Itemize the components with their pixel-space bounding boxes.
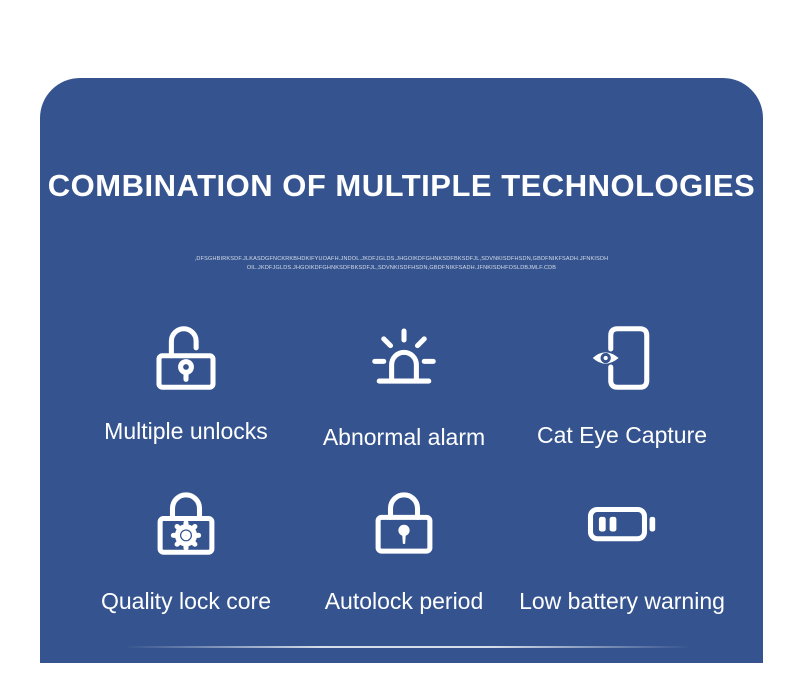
fineprint-line-1: ,DFSGHBIRKSDF.JLKASDGFNCKRKBHDKIFYUOAFH.JNDOL.JKDFJGLDS.JHGOIKDFGHNKSDFBKSDFJL,SDVNKISDFHSDN,GBDFNIKFSADH.JFNKISDH	[194, 256, 609, 262]
section-title: COMBINATION OF MULTIPLE TECHNOLOGIES	[47, 168, 756, 203]
feature-low-battery-warning	[513, 487, 731, 614]
bottom-flare-divider	[125, 646, 690, 648]
padlock-keyhole-icon	[295, 487, 513, 559]
feature-multiple-unlocks	[77, 322, 295, 444]
alarm-siren-icon	[295, 322, 513, 394]
feature-label: Low battery warning	[519, 588, 725, 615]
feature-autolock-period	[295, 487, 513, 614]
padlock-gear-icon	[77, 487, 295, 559]
fineprint-line-2: OIL.JKDFJGLDS.JHGOIKDFGHNKSDFBKSDFJL,SDVNKISDFHSDN,GBDFNIKFSADH.JFNKISDHFOSLDBJMLF.CDB	[246, 265, 557, 271]
feature-label: Cat Eye Capture	[536, 422, 708, 448]
battery-low-icon	[513, 487, 731, 559]
door-eye-icon	[513, 322, 731, 394]
feature-label: Abnormal alarm	[322, 424, 486, 450]
feature-label: Autolock period	[324, 588, 484, 615]
feature-grid	[77, 322, 731, 615]
fineprint-text	[40, 255, 763, 273]
feature-abnormal-alarm	[295, 322, 513, 450]
feature-label: Quality lock core	[100, 588, 271, 615]
feature-quality-lock-core	[77, 487, 295, 614]
unlocked-padlock-icon	[77, 322, 295, 394]
feature-panel	[40, 78, 763, 663]
feature-cat-eye-capture	[513, 322, 731, 448]
feature-label: Multiple unlocks	[104, 418, 268, 444]
